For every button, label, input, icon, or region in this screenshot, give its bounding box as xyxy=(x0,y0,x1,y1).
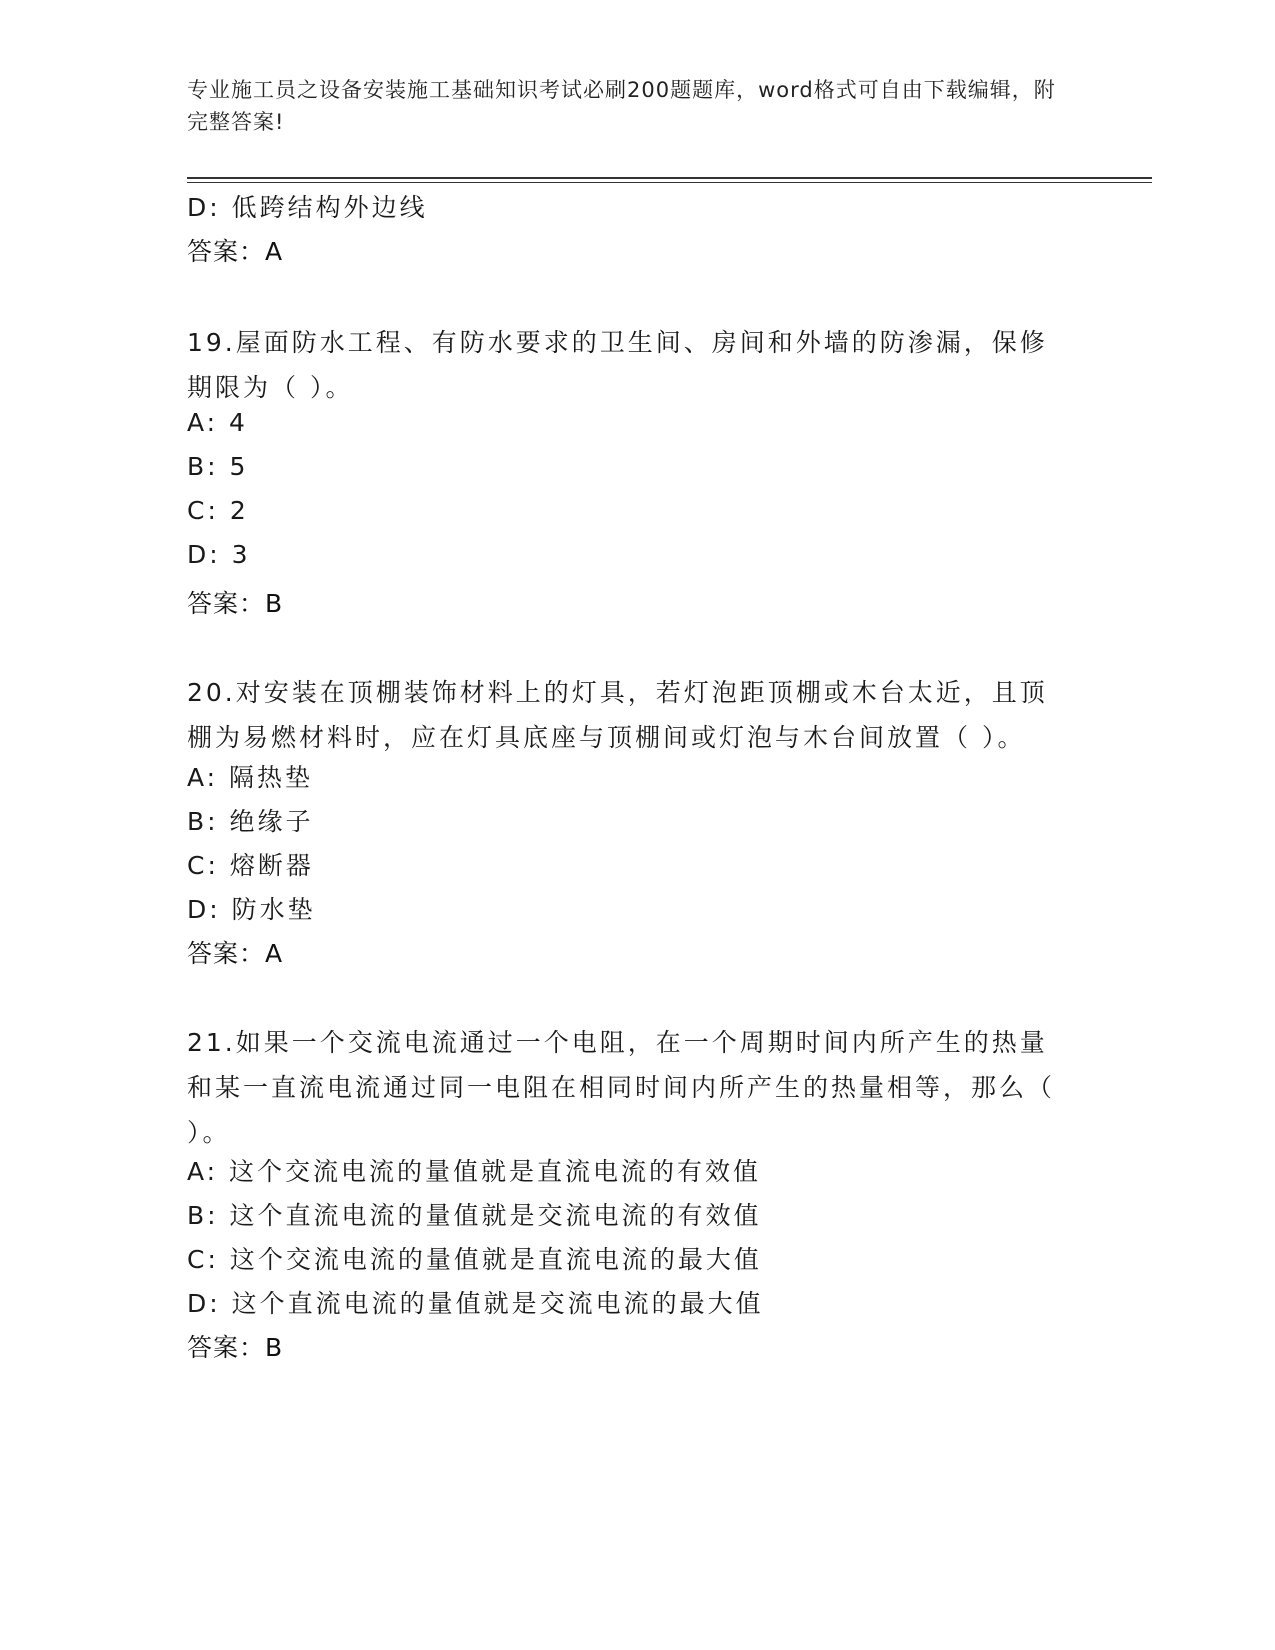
question-20-option-d: D: 防水垫 xyxy=(187,895,316,924)
question-21-option-c: C: 这个交流电流的量值就是直流电流的最大值 xyxy=(187,1245,762,1274)
question-20-option-b: B: 绝缘子 xyxy=(187,807,314,836)
question-20-option-c: C: 熔断器 xyxy=(187,851,314,880)
question-21-option-b: B: 这个直流电流的量值就是交流电流的有效值 xyxy=(187,1201,762,1230)
question-20-text: 20.对安装在顶棚装饰材料上的灯具，若灯泡距顶棚或木台太近，且顶棚为易燃材料时，应在灯具底座与顶棚间或灯泡与木台间放置（ ）。 xyxy=(187,678,1048,752)
question-21-answer: 答案：B xyxy=(187,1333,284,1362)
question-19-option-a: A: 4 xyxy=(187,408,248,437)
header-rule-bottom xyxy=(187,182,1152,183)
question-21-option-a: A: 这个交流电流的量值就是直流电流的有效值 xyxy=(187,1157,762,1186)
question-20-answer: 答案：A xyxy=(187,939,284,968)
question-19-option-d: D: 3 xyxy=(187,540,251,569)
prev-question-option-d: D: 低跨结构外边线 xyxy=(187,193,428,222)
question-19-text: 19.屋面防水工程、有防水要求的卫生间、房间和外墙的防渗漏，保修期限为（ ）。 xyxy=(187,328,1048,402)
question-19-option-c: C: 2 xyxy=(187,496,249,525)
prev-question-answer: 答案：A xyxy=(187,237,284,266)
document-header: 专业施工员之设备安装施工基础知识考试必刷200题题库，word格式可自由下载编辑，附完整答案! xyxy=(187,78,1056,134)
question-20-option-a: A: 隔热垫 xyxy=(187,763,314,792)
question-21-option-d: D: 这个直流电流的量值就是交流电流的最大值 xyxy=(187,1289,764,1318)
header-rule-top xyxy=(187,177,1152,179)
question-21-text: 21.如果一个交流电流通过一个电阻，在一个周期时间内所产生的热量和某一直流电流通过同一电阻在相同时间内所产生的热量相等，那么（ ）。 xyxy=(187,1028,1056,1147)
question-19-option-b: B: 5 xyxy=(187,452,249,481)
question-19-answer: 答案：B xyxy=(187,589,284,618)
